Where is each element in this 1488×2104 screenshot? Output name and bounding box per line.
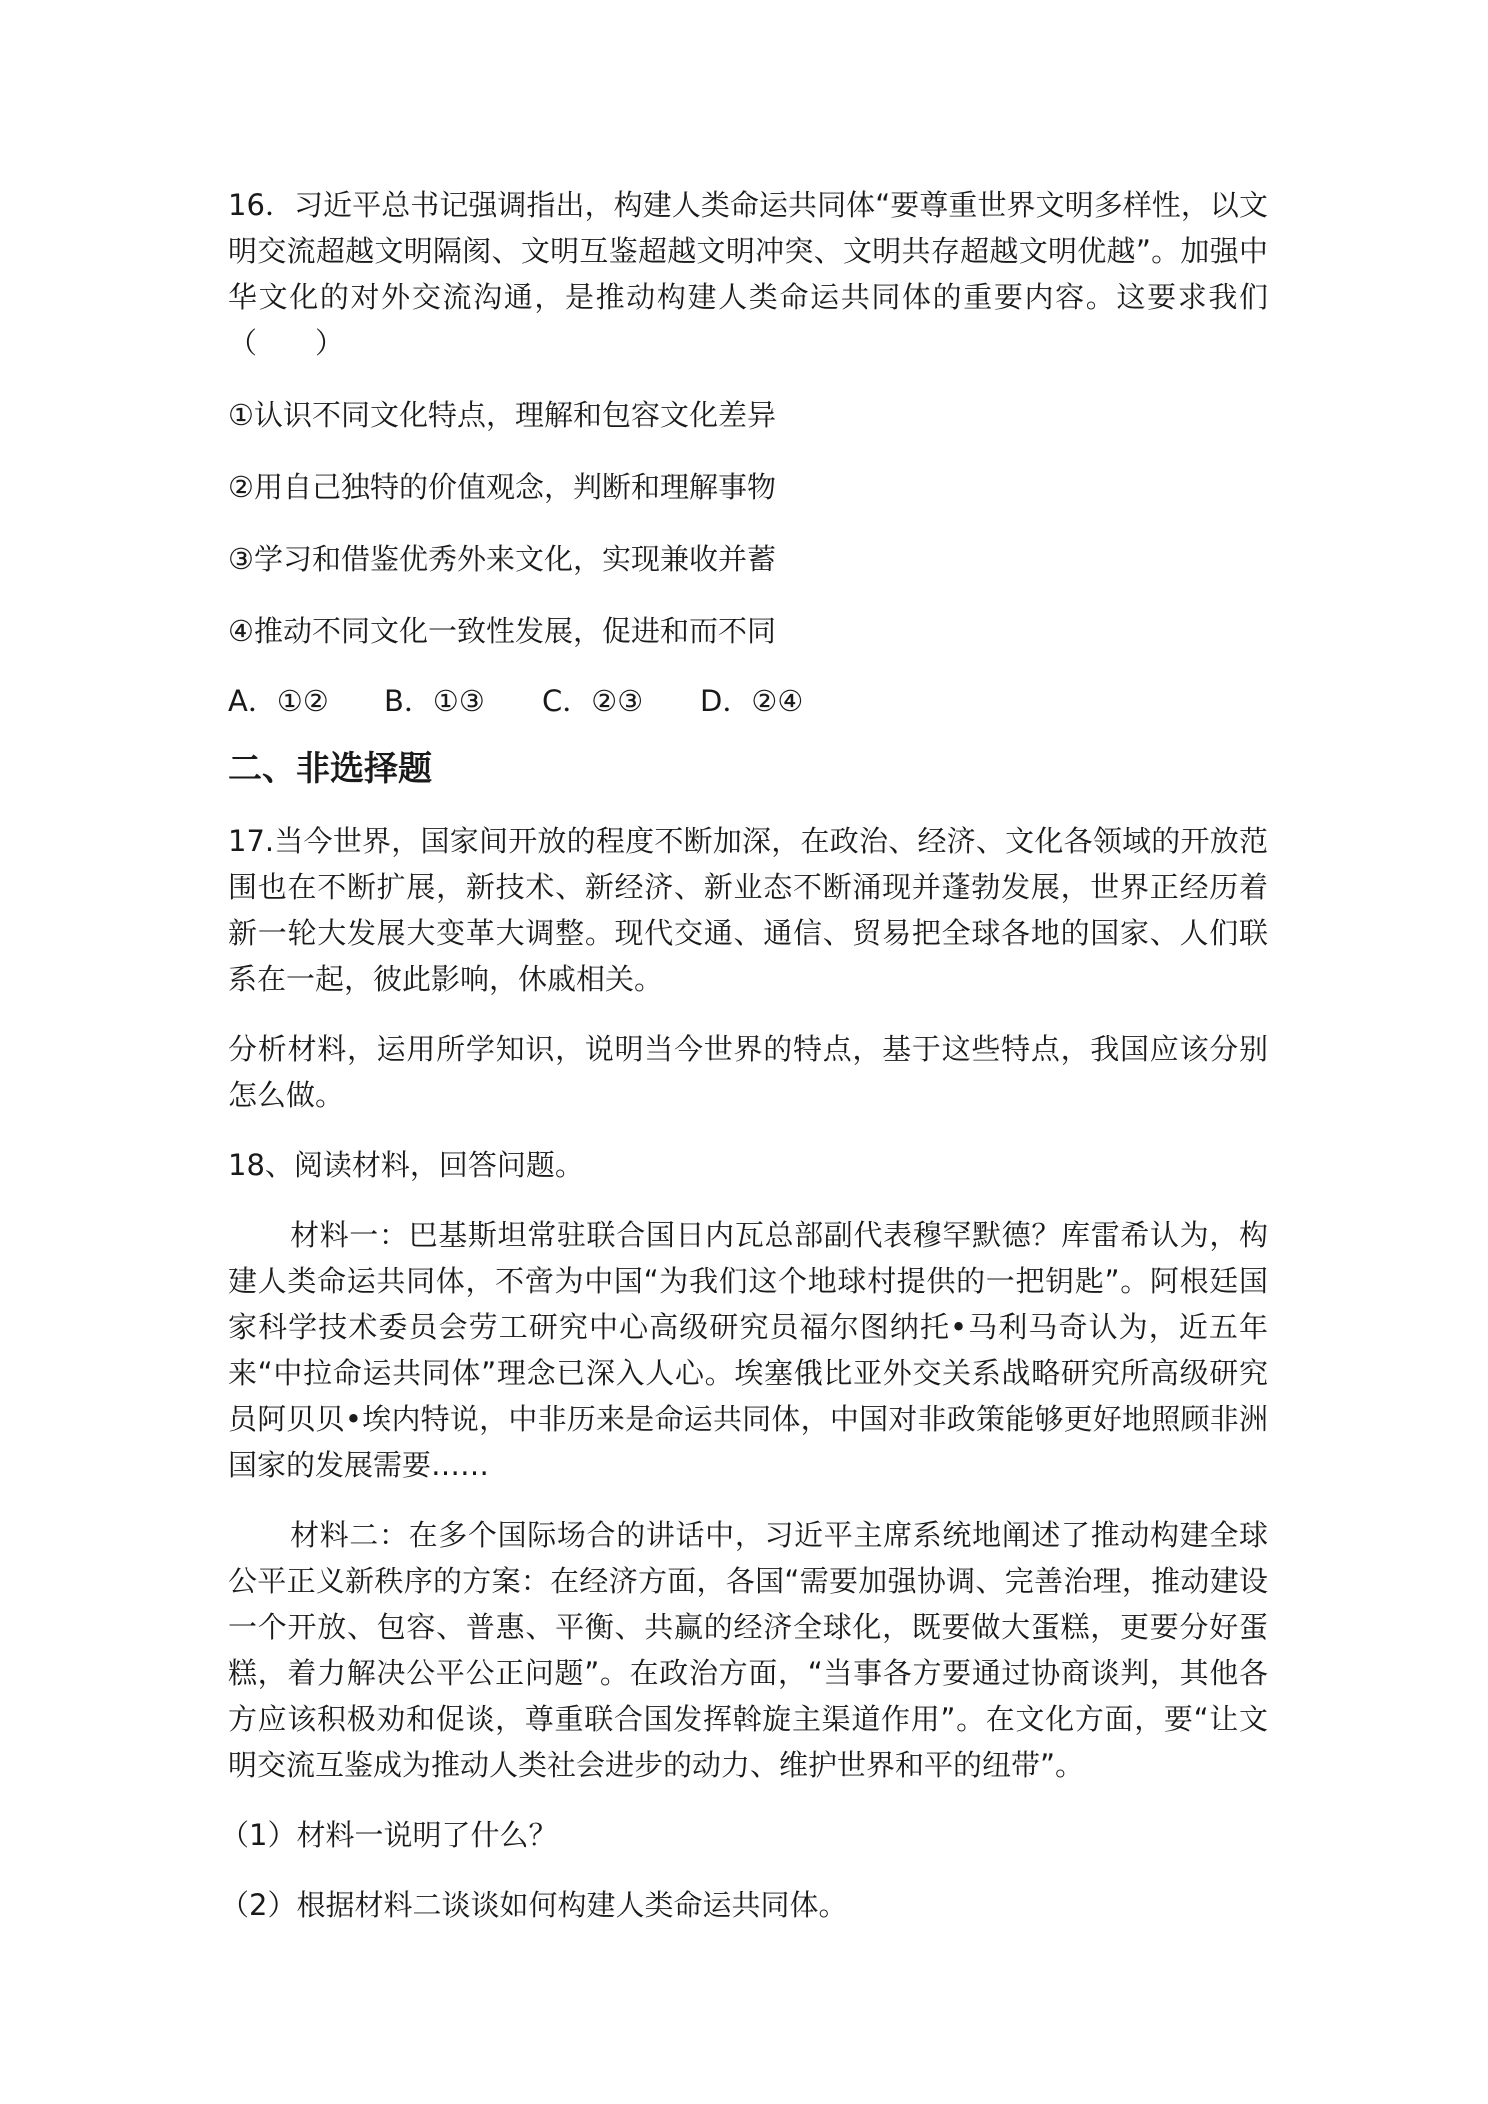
q17-question: 分析材料，运用所学知识，说明当今世界的特点，基于这些特点，我国应该分别怎么做。	[228, 1032, 1268, 1112]
q18-material-2: 材料二：在多个国际场合的讲话中，习近平主席系统地阐述了推动构建全球公平正义新秩序的方案：在经济方面，各国“需要加强协调、完善治理，推动建设一个开放、包容、普惠、平衡、共赢的经济全球化，既要做大蛋糕，更要分好蛋糕，着力解决公平公正问题”。在政治方面，“当事各方要通过协商谈判，其他各方应该积极劝和促谈，尊重联合国发挥斡旋主渠道作用”。在文化方面，要“让文明交流互鉴成为推动人类社会进步的动力、维护世界和平的纽带”。	[228, 1518, 1268, 1782]
q18-subquestion-1: （1）材料一说明了什么？	[220, 1818, 558, 1852]
q18-intro: 18、阅读材料，回答问题。	[228, 1148, 584, 1182]
section-title: 二、非选择题	[228, 749, 432, 789]
q16-item-4: ④推动不同文化一致性发展，促进和而不同	[228, 614, 776, 648]
q16-item-2: ②用自己独特的价值观念，判断和理解事物	[228, 470, 776, 504]
q16-option-d: D．②④	[700, 684, 804, 718]
q16-stem: 16．习近平总书记强调指出，构建人类命运共同体“要尊重世界文明多样性，以文明交流超越文明隔阂、文明互鉴超越文明冲突、文明共存超越文明优越”。加强中华文化的对外交流沟通，是推动构建人类命运共同体的重要内容。这要求我们（ ）	[228, 188, 1268, 360]
document-page	[220, 182, 1268, 1928]
q16-item-1: ①认识不同文化特点，理解和包容文化差异	[228, 398, 776, 432]
q16-option-b: B．①③	[384, 684, 485, 718]
q16-option-c: C．②③	[542, 684, 644, 718]
q16-item-3: ③学习和借鉴优秀外来文化，实现兼收并蓄	[228, 542, 776, 576]
q16-options	[228, 678, 1268, 724]
q18-material-1: 材料一：巴基斯坦常驻联合国日内瓦总部副代表穆罕默德？库雷希认为，构建人类命运共同体，不啻为中国“为我们这个地球村提供的一把钥匙”。阿根廷国家科学技术委员会劳工研究中心高级研究员福尔图纳托•马利马奇认为，近五年来“中拉命运共同体”理念已深入人心。埃塞俄比亚外交关系战略研究所高级研究员阿贝贝•埃内特说，中非历来是命运共同体，中国对非政策能够更好地照顾非洲国家的发展需要……	[228, 1218, 1268, 1482]
q16-option-a: A．①②	[228, 684, 329, 718]
q17-material: 17.当今世界，国家间开放的程度不断加深，在政治、经济、文化各领域的开放范围也在不断扩展，新技术、新经济、新业态不断涌现并蓬勃发展，世界正经历着新一轮大发展大变革大调整。现代交通、通信、贸易把全球各地的国家、人们联系在一起，彼此影响，休戚相关。	[228, 824, 1268, 996]
q18-subquestion-2: （2）根据材料二谈谈如何构建人类命运共同体。	[220, 1888, 848, 1922]
